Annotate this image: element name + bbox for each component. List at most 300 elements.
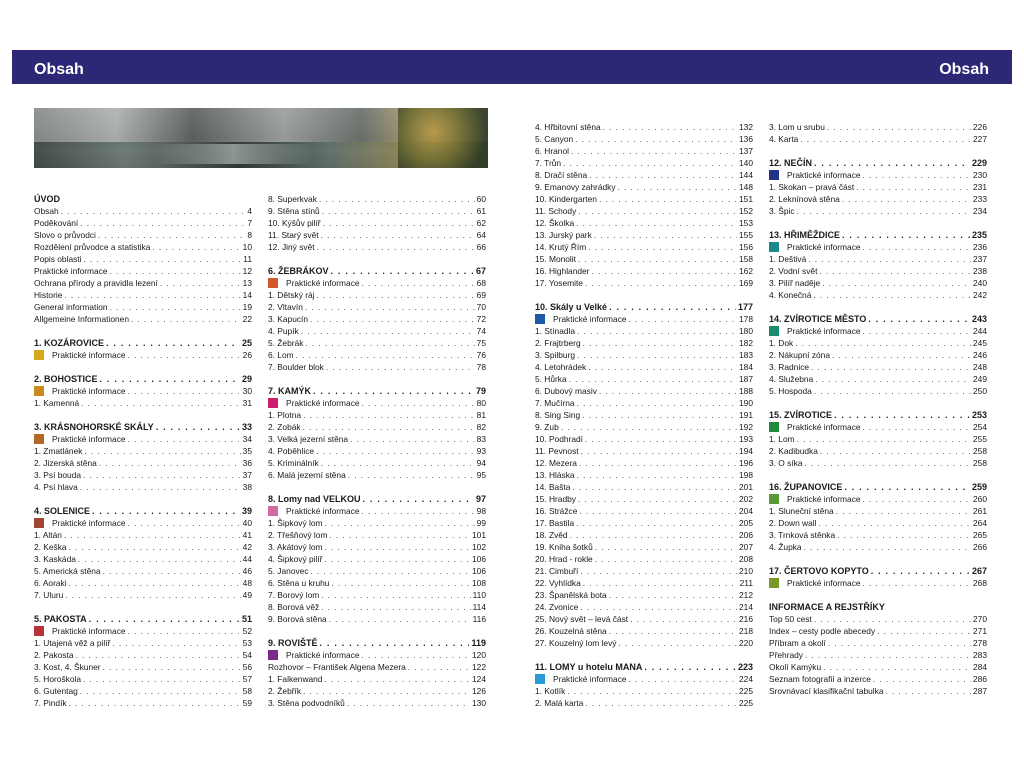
entry-label — [535, 373, 567, 385]
toc-entry[interactable] — [535, 229, 753, 241]
entry-page-number: 54 — [242, 650, 252, 660]
toc-entry[interactable] — [769, 265, 987, 277]
toc-entry[interactable] — [769, 373, 987, 385]
toc-entry[interactable] — [34, 241, 252, 253]
toc-entry[interactable] — [769, 133, 987, 145]
dot-leader — [347, 697, 470, 709]
toc-entry[interactable] — [268, 337, 486, 349]
practical-info-entry[interactable] — [34, 517, 252, 529]
section-heading[interactable] — [769, 229, 987, 241]
entry-page-number: 202 — [739, 494, 753, 504]
section-title: 16. ŽUPANOVICE — [769, 482, 843, 492]
entry-label — [535, 349, 575, 361]
entry-label — [769, 517, 816, 529]
entry-text: Přehrady — [769, 650, 803, 660]
toc-entry[interactable] — [34, 277, 252, 289]
section-heading[interactable] — [34, 373, 252, 385]
entry-text: 2. Kadibudka — [769, 446, 818, 456]
area-color-square-icon — [34, 626, 44, 636]
dot-leader — [599, 193, 737, 205]
toc-entry[interactable] — [769, 193, 987, 205]
dot-leader — [797, 205, 971, 217]
entry-text: 6. Dubový masiv — [535, 386, 597, 396]
entry-text: Allgemeine Informationen — [34, 314, 129, 324]
toc-entry[interactable] — [34, 253, 252, 265]
toc-entry[interactable] — [769, 385, 987, 397]
toc-entry[interactable] — [268, 421, 486, 433]
entry-label — [769, 277, 820, 289]
entry-page-number: 137 — [739, 146, 753, 156]
toc-entry[interactable] — [769, 337, 987, 349]
practical-info-entry[interactable] — [34, 385, 252, 397]
entry-page-number: 8 — [247, 230, 252, 240]
toc-entry[interactable] — [268, 685, 486, 697]
entry-text: 1. Stínadla — [535, 326, 576, 336]
section-heading[interactable] — [769, 565, 987, 577]
toc-entry[interactable] — [34, 697, 252, 709]
toc-entry[interactable] — [535, 157, 753, 169]
dot-leader — [805, 649, 971, 661]
entry-label — [268, 289, 315, 301]
toc-entry[interactable] — [268, 529, 486, 541]
entry-page-number: 184 — [739, 362, 753, 372]
toc-entry[interactable] — [268, 325, 486, 337]
entry-label — [268, 505, 360, 517]
toc-entry[interactable] — [535, 433, 753, 445]
toc-section — [769, 481, 987, 553]
toc-entry[interactable] — [535, 325, 753, 337]
dot-leader — [588, 241, 737, 253]
toc-entry[interactable] — [769, 673, 987, 685]
entry-page-number: 124 — [472, 674, 486, 684]
dot-leader — [363, 493, 474, 505]
entry-page-number: 198 — [739, 470, 753, 480]
practical-info-entry[interactable] — [769, 169, 987, 181]
entry-text: 4. Poběhlice — [268, 446, 315, 456]
section-title: 2. BOHOSTICE — [34, 374, 98, 384]
entry-page-number: 237 — [973, 254, 987, 264]
toc-entry[interactable] — [34, 217, 252, 229]
toc-entry[interactable] — [34, 397, 252, 409]
toc-entry[interactable] — [535, 529, 753, 541]
practical-info-entry[interactable] — [268, 277, 486, 289]
entry-text: 2. Down wall — [769, 518, 817, 528]
entry-text: 7. Borový lom — [268, 590, 320, 600]
entry-page-number: 148 — [739, 182, 753, 192]
section-heading[interactable] — [268, 637, 486, 649]
entry-text: 3. Spilburg — [535, 350, 576, 360]
toc-entry[interactable] — [769, 289, 987, 301]
toc-entry[interactable] — [268, 469, 486, 481]
toc-entry[interactable] — [769, 277, 987, 289]
toc-entry[interactable] — [769, 661, 987, 673]
entry-label — [268, 397, 360, 409]
practical-info-entry[interactable] — [769, 325, 987, 337]
entry-text: 7. Boulder blok — [268, 362, 324, 372]
section-title: 7. KAMÝK — [268, 386, 312, 396]
toc-entry[interactable] — [535, 133, 753, 145]
toc-entry[interactable] — [34, 229, 252, 241]
toc-entry[interactable] — [535, 145, 753, 157]
entry-text: 2. Malá karta — [535, 698, 584, 708]
section-heading[interactable] — [34, 421, 252, 433]
entry-label — [535, 493, 576, 505]
entry-text: 5. Kriminálník — [268, 458, 319, 468]
toc-entry[interactable] — [769, 685, 987, 697]
toc-entry[interactable] — [34, 589, 252, 601]
toc-entry[interactable] — [535, 697, 753, 709]
toc-entry[interactable] — [535, 373, 753, 385]
toc-entry[interactable] — [34, 685, 252, 697]
toc-entry[interactable] — [769, 433, 987, 445]
entry-text: General information — [34, 302, 108, 312]
toc-entry[interactable] — [34, 205, 252, 217]
entry-page-number: 61 — [476, 206, 486, 216]
practical-info-entry[interactable] — [769, 493, 987, 505]
toc-entry[interactable] — [535, 601, 753, 613]
entry-label — [535, 625, 607, 637]
entry-page-number: 212 — [739, 590, 753, 600]
section-heading[interactable] — [535, 661, 753, 673]
toc-entry[interactable] — [769, 505, 987, 517]
section-heading[interactable] — [769, 157, 987, 169]
entry-label — [535, 361, 586, 373]
toc-entry[interactable] — [268, 433, 486, 445]
entry-text: Rozhovor – František Algena Mezera — [268, 662, 406, 672]
entry-page-number: 26 — [242, 350, 252, 360]
toc-entry[interactable] — [268, 613, 486, 625]
dot-leader — [303, 421, 475, 433]
practical-info-entry[interactable] — [535, 313, 753, 325]
toc-entry[interactable] — [769, 541, 987, 553]
practical-info-entry[interactable] — [34, 349, 252, 361]
section-heading[interactable] — [268, 493, 486, 505]
section-heading[interactable] — [535, 301, 753, 313]
toc-entry[interactable] — [268, 241, 486, 253]
toc-entry[interactable] — [268, 457, 486, 469]
entry-page-number: 83 — [476, 434, 486, 444]
toc-entry[interactable] — [268, 361, 486, 373]
entry-label — [34, 553, 76, 565]
entry-label — [34, 661, 101, 673]
entry-label — [769, 685, 884, 697]
section-page-number: 223 — [737, 662, 753, 672]
toc-entry[interactable] — [535, 169, 753, 181]
toc-entry[interactable] — [769, 349, 987, 361]
entry-page-number: 287 — [973, 686, 987, 696]
toc-entry[interactable] — [535, 217, 753, 229]
entry-text: 6. Gutentag — [34, 686, 78, 696]
toc-entry[interactable] — [34, 637, 252, 649]
entry-text: 2. Zobák — [268, 422, 301, 432]
entry-label — [268, 469, 346, 481]
dot-leader — [805, 457, 972, 469]
entry-page-number: 196 — [739, 458, 753, 468]
toc-entry[interactable] — [535, 265, 753, 277]
entry-label — [769, 349, 830, 361]
entry-text: 24. Zvonice — [535, 602, 579, 612]
toc-entry[interactable] — [535, 445, 753, 457]
toc-entry[interactable] — [535, 205, 753, 217]
entry-page-number: 48 — [242, 578, 252, 588]
toc-entry[interactable] — [535, 361, 753, 373]
toc-entry[interactable] — [268, 589, 486, 601]
toc-entry[interactable] — [769, 205, 987, 217]
toc-entry[interactable] — [268, 205, 486, 217]
toc-entry[interactable] — [268, 553, 486, 565]
toc-entry[interactable] — [535, 625, 753, 637]
practical-info-entry[interactable] — [268, 397, 486, 409]
toc-column-3 — [535, 121, 753, 721]
dot-leader — [128, 349, 241, 361]
entry-page-number: 126 — [472, 686, 486, 696]
toc-entry[interactable] — [535, 493, 753, 505]
toc-entry[interactable] — [535, 565, 753, 577]
section-heading[interactable] — [769, 409, 987, 421]
toc-entry[interactable] — [535, 241, 753, 253]
entry-label — [769, 373, 813, 385]
entry-text: 5. Hůrka — [535, 374, 567, 384]
entry-label — [34, 313, 129, 325]
dot-leader — [89, 613, 240, 625]
entry-text: Praktické informace — [787, 242, 861, 252]
toc-entry[interactable] — [268, 217, 486, 229]
toc-entry[interactable] — [535, 685, 753, 697]
toc-entry[interactable] — [34, 649, 252, 661]
toc-entry[interactable] — [535, 589, 753, 601]
toc-entry[interactable] — [34, 265, 252, 277]
toc-entry[interactable] — [535, 409, 753, 421]
toc-entry[interactable] — [769, 181, 987, 193]
section-page-number: 253 — [971, 410, 987, 420]
practical-info-entry[interactable] — [535, 673, 753, 685]
entry-label — [268, 325, 299, 337]
toc-entry[interactable] — [535, 349, 753, 361]
toc-entry[interactable] — [268, 193, 486, 205]
section-heading[interactable] — [769, 313, 987, 325]
practical-info-entry[interactable] — [769, 241, 987, 253]
toc-entry[interactable] — [34, 673, 252, 685]
area-color-square-icon — [769, 422, 779, 432]
practical-info-entry[interactable] — [268, 649, 486, 661]
toc-entry[interactable] — [34, 565, 252, 577]
entry-page-number: 7 — [247, 218, 252, 228]
toc-entry[interactable] — [34, 661, 252, 673]
toc-entry[interactable] — [769, 361, 987, 373]
toc-entry[interactable] — [268, 445, 486, 457]
toc-entry[interactable] — [535, 577, 753, 589]
dot-leader — [84, 445, 240, 457]
toc-entry[interactable] — [535, 277, 753, 289]
toc-entry[interactable] — [535, 181, 753, 193]
entry-label — [769, 541, 802, 553]
entry-label — [34, 217, 78, 229]
practical-info-entry[interactable] — [769, 421, 987, 433]
page-title-right: Obsah — [939, 61, 989, 78]
section-page-number: 119 — [471, 638, 486, 648]
practical-info-entry[interactable] — [34, 433, 252, 445]
section-heading[interactable] — [34, 505, 252, 517]
toc-entry[interactable] — [34, 553, 252, 565]
practical-info-entry[interactable] — [34, 625, 252, 637]
dot-leader — [577, 349, 737, 361]
toc-entry[interactable] — [34, 529, 252, 541]
toc-section — [268, 493, 486, 625]
toc-entry[interactable] — [34, 313, 252, 325]
dot-leader — [873, 673, 971, 685]
toc-entry[interactable] — [535, 541, 753, 553]
entry-label — [34, 673, 81, 685]
dot-leader — [863, 241, 971, 253]
dot-leader — [827, 121, 971, 133]
dot-leader — [329, 529, 470, 541]
section-heading[interactable] — [268, 385, 486, 397]
toc-entry[interactable] — [535, 421, 753, 433]
toc-entry[interactable] — [769, 457, 987, 469]
toc-entry[interactable] — [268, 565, 486, 577]
entry-text: 3. Trnková stěnka — [769, 530, 836, 540]
entry-label — [535, 133, 573, 145]
entry-text: 1. Altán — [34, 530, 62, 540]
toc-entry[interactable] — [769, 253, 987, 265]
entry-page-number: 4 — [247, 206, 252, 216]
dot-leader — [814, 613, 971, 625]
toc-entry[interactable] — [535, 469, 753, 481]
entry-text: 25. Nový svět – levá část — [535, 614, 629, 624]
dot-leader — [842, 229, 970, 241]
entry-page-number: 182 — [739, 338, 753, 348]
section-title: 9. ROVIŠTĚ — [268, 638, 318, 648]
dot-leader — [822, 277, 971, 289]
toc-entry[interactable] — [769, 529, 987, 541]
entry-label — [268, 205, 320, 217]
dot-leader — [609, 589, 737, 601]
toc-entry[interactable] — [268, 541, 486, 553]
entry-page-number: 80 — [476, 398, 486, 408]
toc-entry[interactable] — [535, 505, 753, 517]
entry-label — [34, 637, 110, 649]
entry-text: 7. Pindík — [34, 698, 67, 708]
toc-entry[interactable] — [769, 517, 987, 529]
toc-entry[interactable] — [268, 349, 486, 361]
toc-entry[interactable] — [535, 193, 753, 205]
toc-entry[interactable] — [535, 553, 753, 565]
entry-page-number: 218 — [739, 626, 753, 636]
toc-section — [769, 121, 987, 145]
section-heading[interactable] — [769, 601, 987, 613]
entry-text: 6. Stěna u kruhu — [268, 578, 330, 588]
practical-info-entry[interactable] — [769, 577, 987, 589]
entry-text: 1. Sluneční stěna — [769, 506, 834, 516]
entry-text: 3. Psí bouda — [34, 470, 82, 480]
entry-label — [769, 265, 817, 277]
toc-entry[interactable] — [34, 577, 252, 589]
entry-label — [769, 325, 861, 337]
entry-text: 2. Jizerská stěna — [34, 458, 97, 468]
toc-section — [769, 565, 987, 589]
toc-entry[interactable] — [34, 541, 252, 553]
toc-section — [268, 265, 486, 373]
dot-leader — [64, 289, 240, 301]
section-heading[interactable] — [268, 265, 486, 277]
toc-entry[interactable] — [34, 301, 252, 313]
toc-entry[interactable] — [535, 337, 753, 349]
entry-label — [769, 289, 811, 301]
dot-leader — [844, 481, 970, 493]
toc-entry[interactable] — [535, 121, 753, 133]
entry-page-number: 101 — [472, 530, 486, 540]
practical-info-entry[interactable] — [268, 505, 486, 517]
toc-entry[interactable] — [268, 601, 486, 613]
entry-text: 12. Jiný svět — [268, 242, 315, 252]
entry-page-number: 191 — [739, 410, 753, 420]
toc-entry[interactable] — [535, 517, 753, 529]
toc-entry[interactable] — [268, 409, 486, 421]
toc-entry[interactable] — [769, 445, 987, 457]
entry-text: 7. Uluru — [34, 590, 64, 600]
entry-text: 15. Monolit — [535, 254, 576, 264]
toc-entry[interactable] — [34, 469, 252, 481]
toc-entry[interactable] — [535, 253, 753, 265]
toc-entry[interactable] — [34, 481, 252, 493]
toc-entry[interactable] — [268, 673, 486, 685]
toc-entry[interactable] — [535, 481, 753, 493]
toc-entry[interactable] — [34, 445, 252, 457]
toc-entry[interactable] — [535, 637, 753, 649]
toc-entry[interactable] — [268, 229, 486, 241]
toc-section — [535, 121, 753, 289]
toc-entry[interactable] — [268, 289, 486, 301]
toc-entry[interactable] — [769, 625, 987, 637]
toc-section — [34, 505, 252, 601]
dot-leader — [64, 529, 241, 541]
toc-entry[interactable] — [34, 457, 252, 469]
toc-entry[interactable] — [34, 289, 252, 301]
toc-entry[interactable] — [769, 637, 987, 649]
toc-entry[interactable] — [769, 613, 987, 625]
entry-page-number: 261 — [973, 506, 987, 516]
toc-entry[interactable] — [769, 121, 987, 133]
toc-entry[interactable] — [268, 301, 486, 313]
toc-entry[interactable] — [268, 697, 486, 709]
section-heading[interactable] — [769, 481, 987, 493]
toc-entry[interactable] — [535, 397, 753, 409]
toc-entry[interactable] — [268, 313, 486, 325]
section-heading[interactable] — [34, 337, 252, 349]
entry-page-number: 42 — [242, 542, 252, 552]
entry-label — [34, 685, 78, 697]
dot-leader — [585, 697, 737, 709]
entry-text: 13. Hláska — [535, 470, 575, 480]
dot-leader — [350, 433, 475, 445]
entry-text: Seznam fotografií a inzerce — [769, 674, 871, 684]
toc-entry[interactable] — [535, 457, 753, 469]
entry-page-number: 194 — [739, 446, 753, 456]
dot-leader — [321, 457, 475, 469]
toc-entry[interactable] — [268, 577, 486, 589]
toc-entry[interactable] — [769, 649, 987, 661]
dot-leader — [832, 349, 971, 361]
toc-entry[interactable] — [535, 385, 753, 397]
section-heading[interactable] — [34, 193, 252, 205]
entry-page-number: 98 — [476, 506, 486, 516]
toc-entry[interactable] — [535, 613, 753, 625]
toc-entry[interactable] — [268, 661, 486, 673]
toc-entry[interactable] — [268, 517, 486, 529]
section-heading[interactable] — [34, 613, 252, 625]
dot-leader — [571, 145, 737, 157]
entry-text: 12. Školka — [535, 218, 575, 228]
